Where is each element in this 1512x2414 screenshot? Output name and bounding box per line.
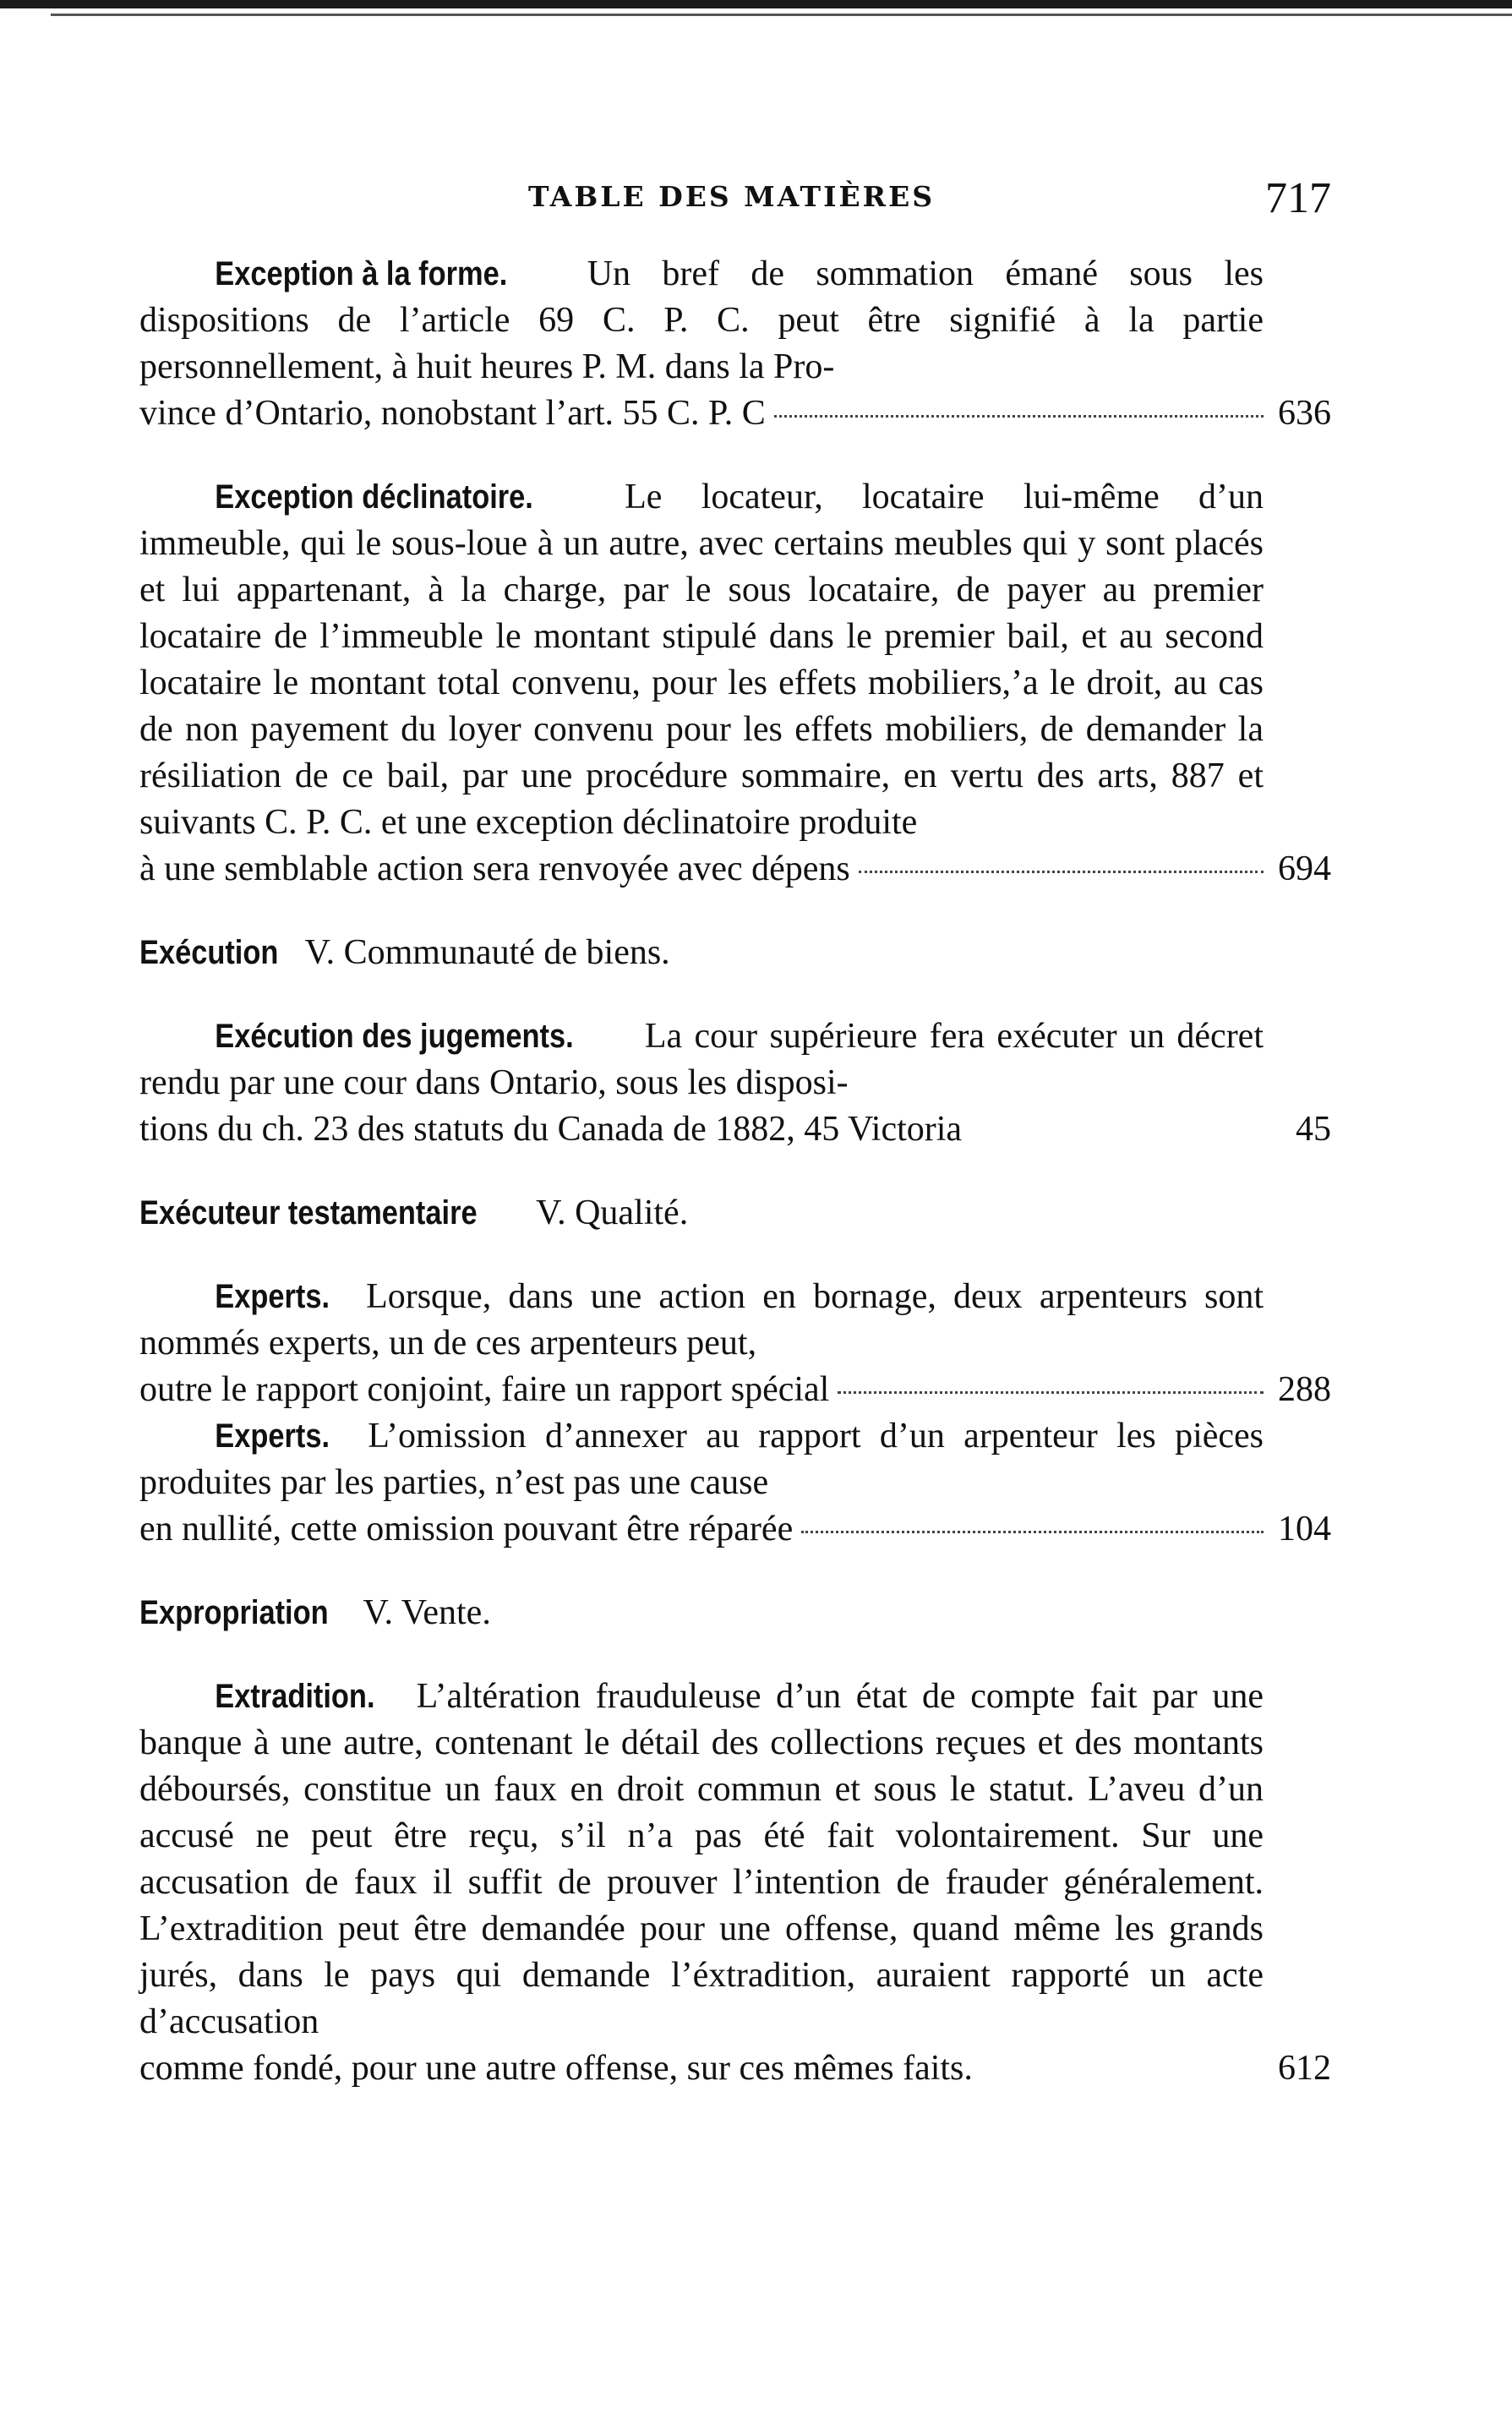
entry-last-text: tions du ch. 23 des statuts du Canada de 1882, 45 Victoria	[139, 1110, 963, 1149]
entry-heading: Exécution	[139, 934, 279, 971]
entry-heading: Exception déclinatoire.	[215, 478, 533, 516]
entry-last-text: vince d’Ontario, nonobstant l’art. 55 C. P. C	[139, 394, 766, 433]
entry-paragraph	[139, 1674, 1331, 2045]
page-number: 717	[1265, 174, 1331, 222]
index-entry	[139, 1190, 1331, 1237]
entry-heading: Exécution des jugements.	[215, 1018, 574, 1055]
entry-last-text: outre le rapport conjoint, faire un rapport spécial	[139, 1370, 830, 1409]
entry-body: V. Vente.	[363, 1593, 491, 1632]
entry-body: La cour supérieure fera exécuter un décret rendu par une cour dans Ontario, sous les disposi-	[139, 1017, 1264, 1102]
index-entry	[139, 1274, 1331, 1413]
entry-paragraph	[139, 474, 1331, 846]
dot-leader	[801, 1531, 1264, 1533]
dot-leader	[981, 2070, 1264, 2073]
running-title: TABLE DES MATIÈRES	[528, 180, 936, 213]
entry-last-line	[139, 1106, 1331, 1153]
index-entry	[139, 1013, 1331, 1153]
index-entry	[139, 1674, 1331, 2092]
index-entry	[139, 1413, 1331, 1553]
entry-page-ref: 694	[1278, 849, 1331, 888]
entry-heading: Extradition.	[215, 1678, 375, 1715]
dot-leader	[838, 1391, 1264, 1394]
running-head	[139, 173, 1331, 224]
entry-last-line	[139, 2045, 1331, 2092]
entry-paragraph	[139, 1190, 1331, 1237]
entry-paragraph	[139, 1274, 1331, 1367]
entry-body: V. Communauté de biens.	[304, 933, 670, 972]
entry-page-ref: 45	[1296, 1110, 1331, 1149]
entry-paragraph	[139, 1013, 1331, 1106]
entry-heading: Exception à la forme.	[215, 255, 508, 292]
entry-page-ref: 288	[1278, 1370, 1331, 1409]
dot-leader	[970, 1131, 1264, 1133]
index-entry	[139, 1590, 1331, 1636]
entry-heading: Expropriation	[139, 1594, 329, 1631]
top-border-rule-thin	[51, 14, 1512, 16]
page-content	[139, 173, 1331, 2129]
entry-page-ref: 612	[1278, 2049, 1331, 2088]
top-border-rule	[0, 0, 1512, 8]
entry-heading: Experts.	[215, 1278, 330, 1315]
index-entry	[139, 930, 1331, 976]
dot-leader	[774, 415, 1264, 418]
entry-last-line	[139, 1506, 1331, 1553]
entry-page-ref: 636	[1278, 394, 1331, 433]
entry-page-ref: 104	[1278, 1510, 1331, 1548]
entry-last-text: en nullité, cette omission pouvant être réparée	[139, 1510, 794, 1548]
entry-paragraph	[139, 1413, 1331, 1506]
entry-last-line	[139, 846, 1331, 893]
index-entry	[139, 474, 1331, 893]
entry-body: Un bref de sommation émané sous les dispositions de l’article 69 C. P. C. peut être signifié à la partie personnellement, à huit heures P. M. dans la Pro-	[139, 254, 1264, 386]
entry-body: L’omission d’annexer au rapport d’un arpenteur les pièces produites par les parties, n’est pas une cause	[139, 1417, 1264, 1502]
entry-paragraph	[139, 251, 1331, 390]
index-entry	[139, 251, 1331, 437]
entry-body: L’altération frauduleuse d’un état de compte fait par une banque à une autre, contenant le détail des collections reçues et des montants déboursés, constitue un faux en droit commun et sous le statut. L’aveu d’un accusé ne peut être reçu, s’il n’a pas été fait volontairement. Sur une accusation de faux il suffit de prouver l’intention de frauder généralement. L’extradition peut être demandée pour une offense, quand même les grands jurés, dans le pays qui demande l’éxtradition, auraient rapporté un acte d’accusation	[139, 1677, 1264, 2041]
entry-body: Lorsque, dans une action en bornage, deux arpenteurs sont nommés experts, un de ces arpenteurs peut,	[139, 1277, 1264, 1363]
entry-heading: Experts.	[215, 1417, 330, 1455]
entry-body: V. Qualité.	[536, 1193, 689, 1232]
entry-last-text: comme fondé, pour une autre offense, sur ces mêmes faits.	[139, 2049, 973, 2088]
dot-leader	[859, 871, 1264, 873]
entry-last-line	[139, 1367, 1331, 1413]
entry-last-line	[139, 390, 1331, 437]
entry-heading: Exécuteur testamentaire	[139, 1194, 478, 1232]
entry-paragraph	[139, 1590, 1331, 1636]
entry-body: Le locateur, locataire lui-même d’un immeuble, qui le sous-loue à un autre, avec certains meubles qui y sont placés et lui appartenant, à la charge, par le sous locataire, de payer au premier locataire de l’immeuble le montant stipulé dans le premier bail, et au second locataire le montant total convenu, pour les effets mobiliers,’a le droit, au cas de non payement du loyer convenu pour les effets mobiliers, de demander la résiliation de ce bail, par une procédure sommaire, en vertu des arts, 887 et suivants C. P. C. et une exception déclinatoire produite	[139, 478, 1264, 842]
entry-last-text: à une semblable action sera renvoyée avec dépens	[139, 849, 850, 888]
entry-paragraph	[139, 930, 1331, 976]
